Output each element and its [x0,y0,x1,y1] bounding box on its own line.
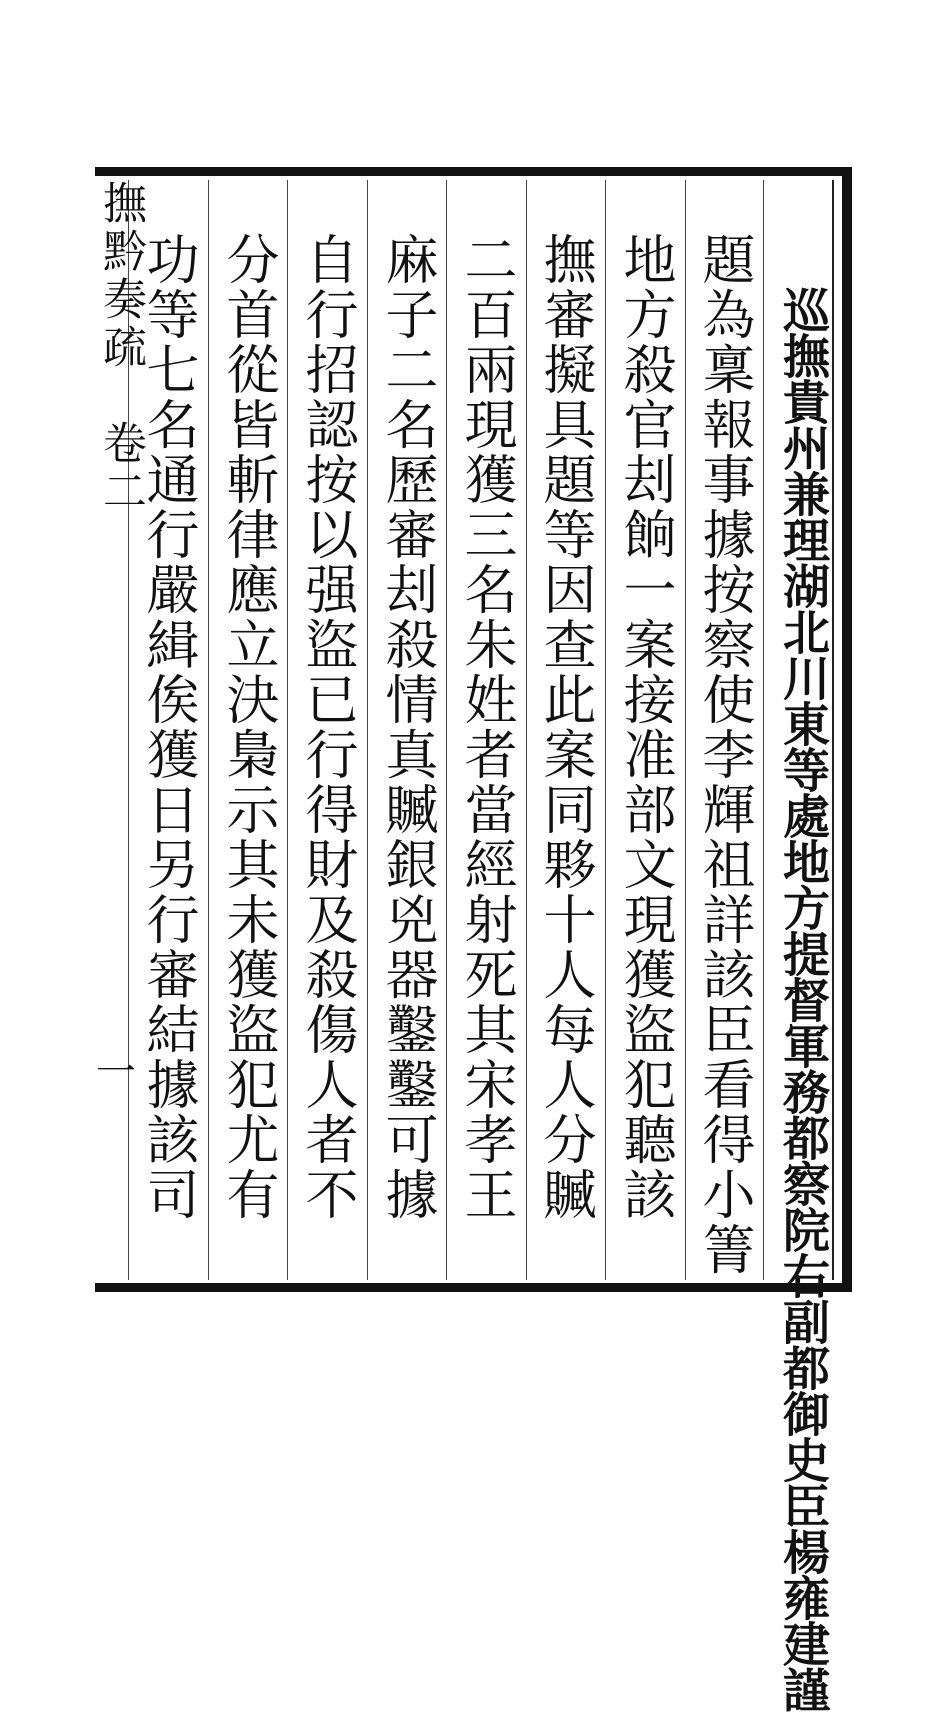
frame-right-inner-line [832,180,834,1280]
column-rule [367,180,368,1280]
column-rule [446,180,447,1280]
column-rule [287,180,288,1280]
column-rule [763,180,764,1280]
fold-page-mark: 一 [96,1049,136,1095]
text-column: 麻子二名歷審刦殺情真贓銀兇器鑿鑿可據 [377,232,438,1222]
frame-right-border [842,167,852,1292]
column-rule [208,180,209,1280]
text-column: 功等七名通行嚴緝俟獲日另行審結據該司 [138,232,199,1222]
frame-top-border [95,167,852,176]
column-rule [605,180,606,1280]
memorial-title-column: 巡撫貴州兼理湖北川東等處地方提督軍務都察院右副都御史臣楊雍建謹 [775,286,830,1712]
text-column: 題為稟報事據按察使李輝祖詳該臣看得小箐 [694,232,755,1277]
frame-bottom-border [95,1283,852,1292]
fold-title: 撫黔奏疏 卷二 [95,180,146,516]
text-column: 撫審擬具題等因查此案同夥十人每人分贓 [535,232,596,1222]
text-column: 自行招認按以强盜已行得財及殺傷人者不 [297,232,358,1222]
column-rule [685,180,686,1280]
text-column: 分首從皆斬律應立決梟示其未獲盜犯尤有 [218,232,279,1222]
column-rule [526,180,527,1280]
text-column: 地方殺官刦餉一案接准部文現獲盜犯聽該 [615,232,676,1222]
text-column: 二百兩現獲三名朱姓者當經射死其宋孝王 [456,232,517,1222]
fold-margin [88,180,146,1280]
